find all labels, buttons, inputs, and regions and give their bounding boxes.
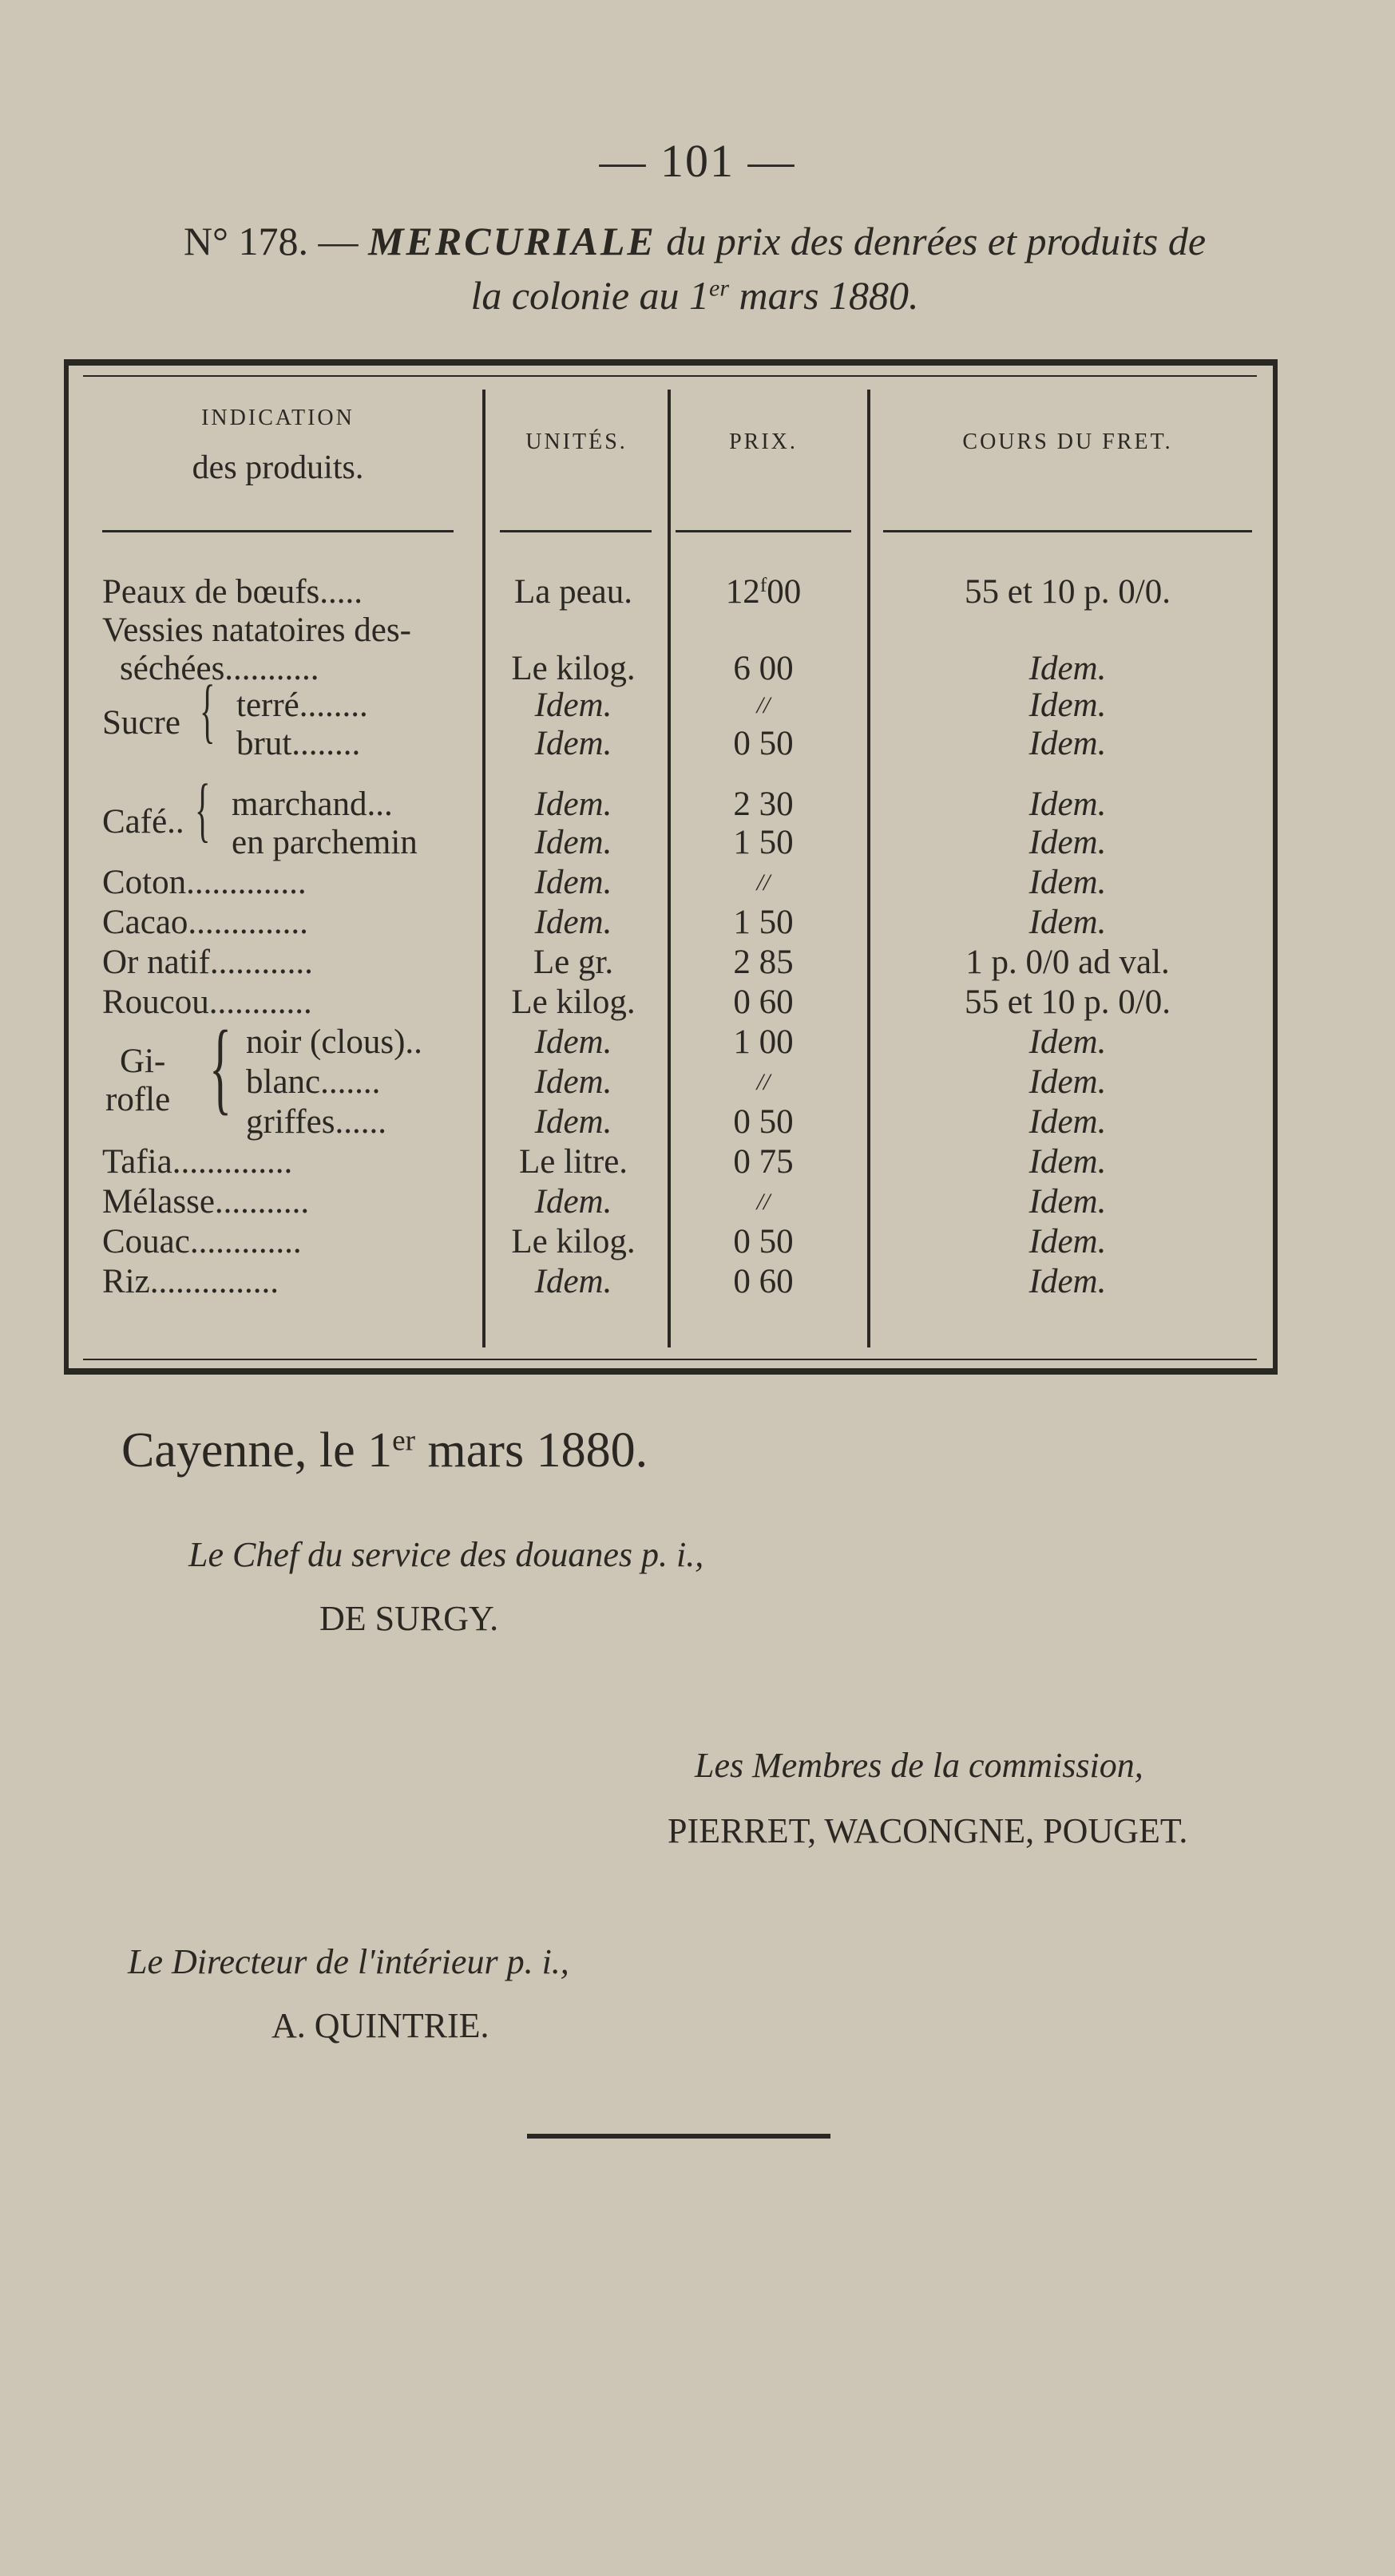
row-fret: Idem. xyxy=(1028,1023,1107,1061)
row-name: Roucou............ xyxy=(102,983,312,1021)
row-fret: Idem. xyxy=(1028,785,1107,823)
table-inner-bottom-rule xyxy=(83,1359,1257,1360)
header-rule xyxy=(102,530,454,532)
row-fret: Idem. xyxy=(1028,904,1107,941)
row-name: griffes...... xyxy=(246,1103,386,1141)
row-unit: Idem. xyxy=(534,687,612,724)
header-indication-sub: des produits. xyxy=(192,449,364,486)
row-fret: Idem. xyxy=(1028,1063,1107,1101)
title-line2-a: la colonie au 1 xyxy=(470,273,710,318)
header-rule xyxy=(500,530,652,532)
chef-title: Le Chef du service des douanes p. i., xyxy=(188,1535,704,1574)
row-fret: Idem. xyxy=(1028,650,1107,687)
row-name: Cacao.............. xyxy=(102,904,308,941)
column-divider xyxy=(867,390,870,1347)
header-units: UNITÉS. xyxy=(525,429,628,454)
column-divider xyxy=(668,390,671,1347)
row-price: 0 50 xyxy=(733,725,794,762)
group-label-cafe: Café.. xyxy=(102,803,184,841)
row-price: // xyxy=(756,869,771,896)
row-unit: Le kilog. xyxy=(511,1223,636,1260)
place-date-b: mars 1880. xyxy=(415,1423,648,1478)
members-names: PIERRET, WACONGNE, POUGET. xyxy=(668,1811,1188,1850)
row-name: séchées........... xyxy=(120,650,319,687)
group-label-girofle-b: rofle xyxy=(105,1081,171,1118)
row-name: Mélasse........... xyxy=(102,1183,310,1221)
row-name: Vessies natatoires des- xyxy=(102,611,411,649)
row-name: Couac............. xyxy=(102,1223,302,1260)
row-name: Riz............... xyxy=(102,1263,279,1300)
row-unit: Le kilog. xyxy=(511,650,636,687)
row-price: // xyxy=(756,1069,771,1095)
header-fret: COURS DU FRET. xyxy=(962,429,1173,454)
place-date xyxy=(121,1423,648,1479)
row-unit: Idem. xyxy=(534,864,612,901)
row-unit: Le gr. xyxy=(533,944,614,981)
group-label-girofle-a: Gi- xyxy=(120,1043,166,1080)
row-unit: Idem. xyxy=(534,1103,612,1141)
row-price: 0 50 xyxy=(733,1103,794,1141)
row-fret: Idem. xyxy=(1028,1103,1107,1141)
row-price: // xyxy=(756,692,771,718)
row-fret: Idem. xyxy=(1028,824,1107,861)
row-price: 0 50 xyxy=(733,1223,794,1260)
row-name: Coton.............. xyxy=(102,864,307,901)
title-rest: du prix des denrées et produits de xyxy=(666,219,1207,263)
row-fret: 1 p. 0/0 ad val. xyxy=(965,944,1170,981)
column-divider xyxy=(482,390,485,1347)
header-rule xyxy=(883,530,1252,532)
group-brace: { xyxy=(209,1010,232,1125)
row-price: 0 60 xyxy=(733,1263,794,1300)
row-price: 12$^f$00 xyxy=(725,572,802,611)
members-title: Les Membres de la commission, xyxy=(695,1746,1143,1785)
row-unit: La peau. xyxy=(513,573,633,611)
row-name: brut........ xyxy=(236,725,361,762)
row-name: blanc....... xyxy=(246,1063,381,1101)
row-unit: Le kilog. xyxy=(511,983,636,1021)
title-number: N° 178. — xyxy=(183,219,359,263)
row-fret: Idem. xyxy=(1028,1183,1107,1221)
end-rule xyxy=(527,2134,830,2139)
row-unit: Idem. xyxy=(534,785,612,823)
table-inner-top-rule xyxy=(83,375,1257,377)
chef-name: DE SURGY. xyxy=(319,1599,499,1638)
row-unit: Idem. xyxy=(534,1063,612,1101)
group-brace: { xyxy=(195,770,211,849)
row-price: 0 60 xyxy=(733,983,794,1021)
row-unit: Le litre. xyxy=(518,1143,628,1181)
row-name: Or natif............ xyxy=(102,944,313,981)
place-date-sup: er xyxy=(392,1424,416,1458)
directeur-title: Le Directeur de l'intérieur p. i., xyxy=(128,1942,569,1981)
row-unit: Idem. xyxy=(534,904,612,941)
row-fret: Idem. xyxy=(1028,725,1107,762)
row-price: // xyxy=(756,1189,771,1215)
row-fret: Idem. xyxy=(1028,864,1107,901)
row-unit: Idem. xyxy=(534,1263,612,1300)
title-line2-sup: er xyxy=(709,275,730,302)
row-name: marchand... xyxy=(232,785,393,823)
row-price: 2 85 xyxy=(733,944,794,981)
header-price: PRIX. xyxy=(729,429,798,454)
row-unit: Idem. xyxy=(534,1023,612,1061)
directeur-name: A. QUINTRIE. xyxy=(271,2006,489,2045)
page-title xyxy=(48,214,1341,322)
row-fret: 55 et 10 p. 0/0. xyxy=(965,573,1171,611)
row-unit: Idem. xyxy=(534,824,612,861)
row-price: 1 50 xyxy=(733,824,794,861)
row-name: Tafia.............. xyxy=(102,1143,293,1181)
row-price: 0 75 xyxy=(733,1143,794,1181)
place-date-a: Cayenne, le 1 xyxy=(121,1423,393,1478)
row-name: en parchemin xyxy=(232,824,418,861)
row-name: noir (clous).. xyxy=(246,1023,422,1061)
row-name: terré........ xyxy=(236,687,368,724)
group-brace: { xyxy=(200,671,216,750)
row-unit: Idem. xyxy=(534,1183,612,1221)
page-number: — 101 — xyxy=(599,135,796,187)
row-fret: Idem. xyxy=(1028,687,1107,724)
row-fret: Idem. xyxy=(1028,1143,1107,1181)
row-price: 1 00 xyxy=(733,1023,794,1061)
row-price: 1 50 xyxy=(733,904,794,941)
row-fret: 55 et 10 p. 0/0. xyxy=(965,983,1171,1021)
row-price: 2 30 xyxy=(733,785,794,823)
title-line2-b: mars 1880. xyxy=(729,273,919,318)
row-name: Peaux de bœufs..... xyxy=(102,573,363,611)
header-rule xyxy=(676,530,851,532)
row-price: 6 00 xyxy=(733,650,794,687)
group-label-sucre: Sucre xyxy=(102,704,180,742)
row-unit: Idem. xyxy=(534,725,612,762)
row-fret: Idem. xyxy=(1028,1263,1107,1300)
title-main: MERCURIALE xyxy=(368,219,656,263)
header-indication: INDICATION xyxy=(201,406,355,430)
row-fret: Idem. xyxy=(1028,1223,1107,1260)
